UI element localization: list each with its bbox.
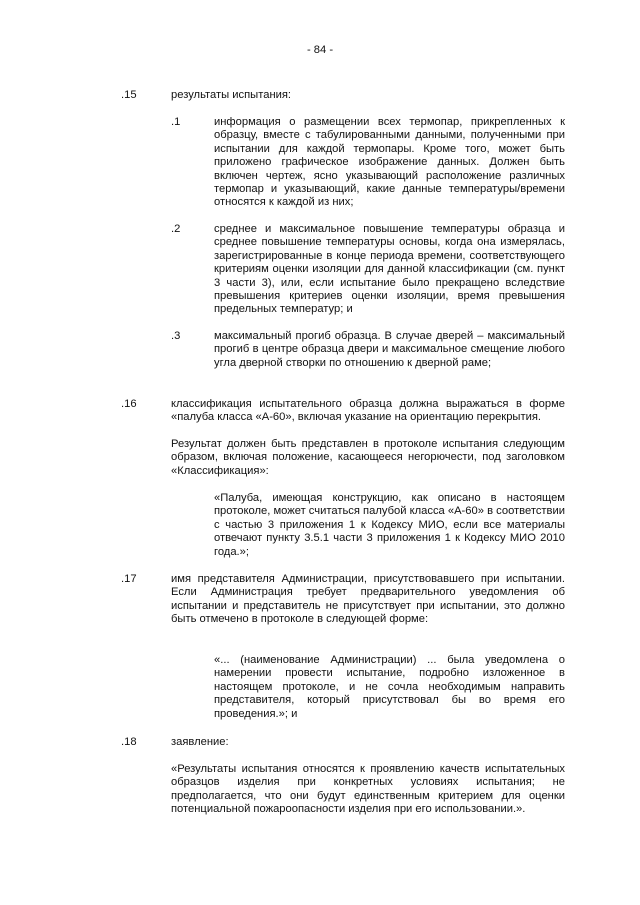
- item-17-text: имя представителя Администрации, присутствовавшего при испытании. Если Администрация требует предварительного уведомления об испытании и представитель не присутствует при испытании, это должно быть отмечено в протоколе в следующей форме:: [171, 573, 565, 626]
- subitem-number-15-1: .1: [171, 116, 181, 128]
- subitem-number-15-3: .3: [171, 330, 181, 342]
- item-number-18: .18: [121, 736, 137, 748]
- item-16-paragraph: Результат должен быть представлен в протоколе испытания следующим образом, включая положение, касающееся негорючести, под заголовком «Классификация»:: [171, 438, 565, 477]
- item-16-text: классификация испытательного образца должна выражаться в форме «палуба класса «А-60», включая указание на ориентацию перекрытия.: [171, 398, 565, 424]
- subitem-15-1-text: информация о размещении всех термопар, прикрепленных к образцу, вместе с табулированными данными, полученными при испытании для каждой термопары. Кроме того, может быть приложено графическое изображение данных. Должен быть включен чертеж, ясно указывающий расположение различных термопар и указывающий, какие данные температуры/времени относятся к каждой из них;: [214, 116, 565, 209]
- item-number-17: .17: [121, 573, 137, 585]
- page-number: - 84 -: [306, 44, 334, 56]
- item-15-title: результаты испытания:: [171, 89, 292, 101]
- subitem-15-2-text: среднее и максимальное повышение температуры образца и среднее повышение температуры основы, когда она измерялась, зарегистрированные в конце периода времени, соответствующего критериям оценки изоляции для данной классификации (см. пункт 3 части 3), или, если испытание было прекращено вследствие превышения критериев оценки изоляции, время превышения предельных температур; и: [214, 223, 565, 316]
- subitem-number-15-2: .2: [171, 223, 181, 235]
- item-18-title: заявление:: [171, 736, 229, 748]
- item-18-statement: «Результаты испытания относятся к проявлению качеств испытательных образцов изделия при конкретных условиях испытания; не предполагается, что они будут единственным критерием для оценки потенциальной пожароопасности изделия при его использовании.».: [171, 763, 565, 816]
- item-17-quote: «... (наименование Администрации) ... была уведомлена о намерении провести испытание, подробно изложенное в настоящем протоколе, и не сочла необходимым направить представителя, который присутствовал бы во время его проведения.»; и: [214, 654, 565, 720]
- subitem-15-3-text: максимальный прогиб образца. В случае дверей – максимальный прогиб в центре образца двери и максимальное смещение любого угла дверной створки по отношению к дверной раме;: [214, 330, 565, 369]
- item-number-16: .16: [121, 398, 137, 410]
- item-number-15: .15: [121, 89, 137, 101]
- item-16-quote: «Палуба, имеющая конструкцию, как описано в настоящем протоколе, может считаться палубой класса «А-60» в соответствии с частью 3 приложения 1 к Кодексу МИО, если все материалы отвечают пункту 3.5.1 части 3 приложения 1 к Кодексу МИО 2010 года.»;: [214, 492, 565, 558]
